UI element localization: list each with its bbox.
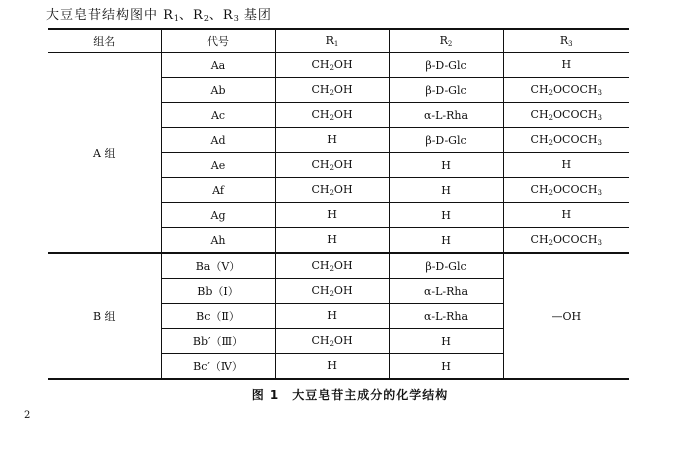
r2-cell: β-D-Glc bbox=[389, 128, 503, 153]
r3-cell: H bbox=[503, 203, 629, 228]
r2-cell: α-L-Rha bbox=[389, 279, 503, 304]
r1-cell: H bbox=[275, 203, 389, 228]
r3-cell: $CH_2OCOCH_3$ bbox=[503, 228, 629, 254]
r1-cell: H bbox=[275, 354, 389, 380]
code-cell: Bc（Ⅱ） bbox=[161, 304, 275, 329]
r1-cell: H bbox=[275, 228, 389, 254]
figure-caption: 图 1 大豆皂苷主成分的化学结构 bbox=[251, 388, 449, 402]
r2-cell: H bbox=[389, 228, 503, 254]
code-cell: Ac bbox=[161, 103, 275, 128]
r1-cell: $CH_2OH$ bbox=[275, 153, 389, 178]
saponin-table bbox=[48, 28, 629, 380]
r2-cell: H bbox=[389, 153, 503, 178]
r1-cell: $CH_2OH$ bbox=[275, 279, 389, 304]
group-a-label: A 组 bbox=[48, 53, 161, 254]
r3-cell: H bbox=[503, 53, 629, 78]
code-cell: Ba（Ⅴ） bbox=[161, 253, 275, 279]
r1-cell: $CH_2OH$ bbox=[275, 78, 389, 103]
code-cell: Ag bbox=[161, 203, 275, 228]
table-row bbox=[48, 53, 629, 78]
code-cell: Ae bbox=[161, 153, 275, 178]
r1-cell: $CH_2OH$ bbox=[275, 253, 389, 279]
header-r1: $R_1$ bbox=[275, 29, 389, 53]
r2-cell: H bbox=[389, 329, 503, 354]
code-cell: Ad bbox=[161, 128, 275, 153]
r2-cell: H bbox=[389, 354, 503, 380]
r1-cell: $CH_2OH$ bbox=[275, 53, 389, 78]
page-number: 2 bbox=[24, 410, 31, 421]
table-title: 大豆皂苷结构图中 $R_1$、$R_2$、$R_3$ 基团 bbox=[46, 8, 272, 23]
r2-cell: α-L-Rha bbox=[389, 304, 503, 329]
r3-cell: $CH_2OCOCH_3$ bbox=[503, 128, 629, 153]
group-b-label: B 组 bbox=[48, 253, 161, 379]
r1-cell: H bbox=[275, 304, 389, 329]
r1-cell: $CH_2OH$ bbox=[275, 329, 389, 354]
r3-cell: H bbox=[503, 153, 629, 178]
r2-cell: β-D-Glc bbox=[389, 253, 503, 279]
header-r3: $R_3$ bbox=[503, 29, 629, 53]
header-code: 代号 bbox=[161, 29, 275, 53]
r2-cell: α-L-Rha bbox=[389, 103, 503, 128]
header-r2: $R_2$ bbox=[389, 29, 503, 53]
code-cell: Bc′（Ⅳ） bbox=[161, 354, 275, 380]
r1-cell: $CH_2OH$ bbox=[275, 103, 389, 128]
r2-cell: β-D-Glc bbox=[389, 78, 503, 103]
group-b-r3: —OH bbox=[503, 253, 629, 379]
r1-cell: H bbox=[275, 128, 389, 153]
table-row bbox=[48, 253, 629, 279]
header-row bbox=[48, 29, 629, 53]
header-group: 组名 bbox=[48, 29, 161, 53]
code-cell: Bb（Ⅰ） bbox=[161, 279, 275, 304]
code-cell: Af bbox=[161, 178, 275, 203]
r2-cell: β-D-Glc bbox=[389, 53, 503, 78]
r3-cell: $CH_2OCOCH_3$ bbox=[503, 178, 629, 203]
code-cell: Aa bbox=[161, 53, 275, 78]
r3-cell: $CH_2OCOCH_3$ bbox=[503, 78, 629, 103]
r1-cell: $CH_2OH$ bbox=[275, 178, 389, 203]
code-cell: Ah bbox=[161, 228, 275, 254]
r2-cell: H bbox=[389, 203, 503, 228]
code-cell: Bb′（Ⅲ） bbox=[161, 329, 275, 354]
r2-cell: H bbox=[389, 178, 503, 203]
r3-cell: $CH_2OCOCH_3$ bbox=[503, 103, 629, 128]
code-cell: Ab bbox=[161, 78, 275, 103]
